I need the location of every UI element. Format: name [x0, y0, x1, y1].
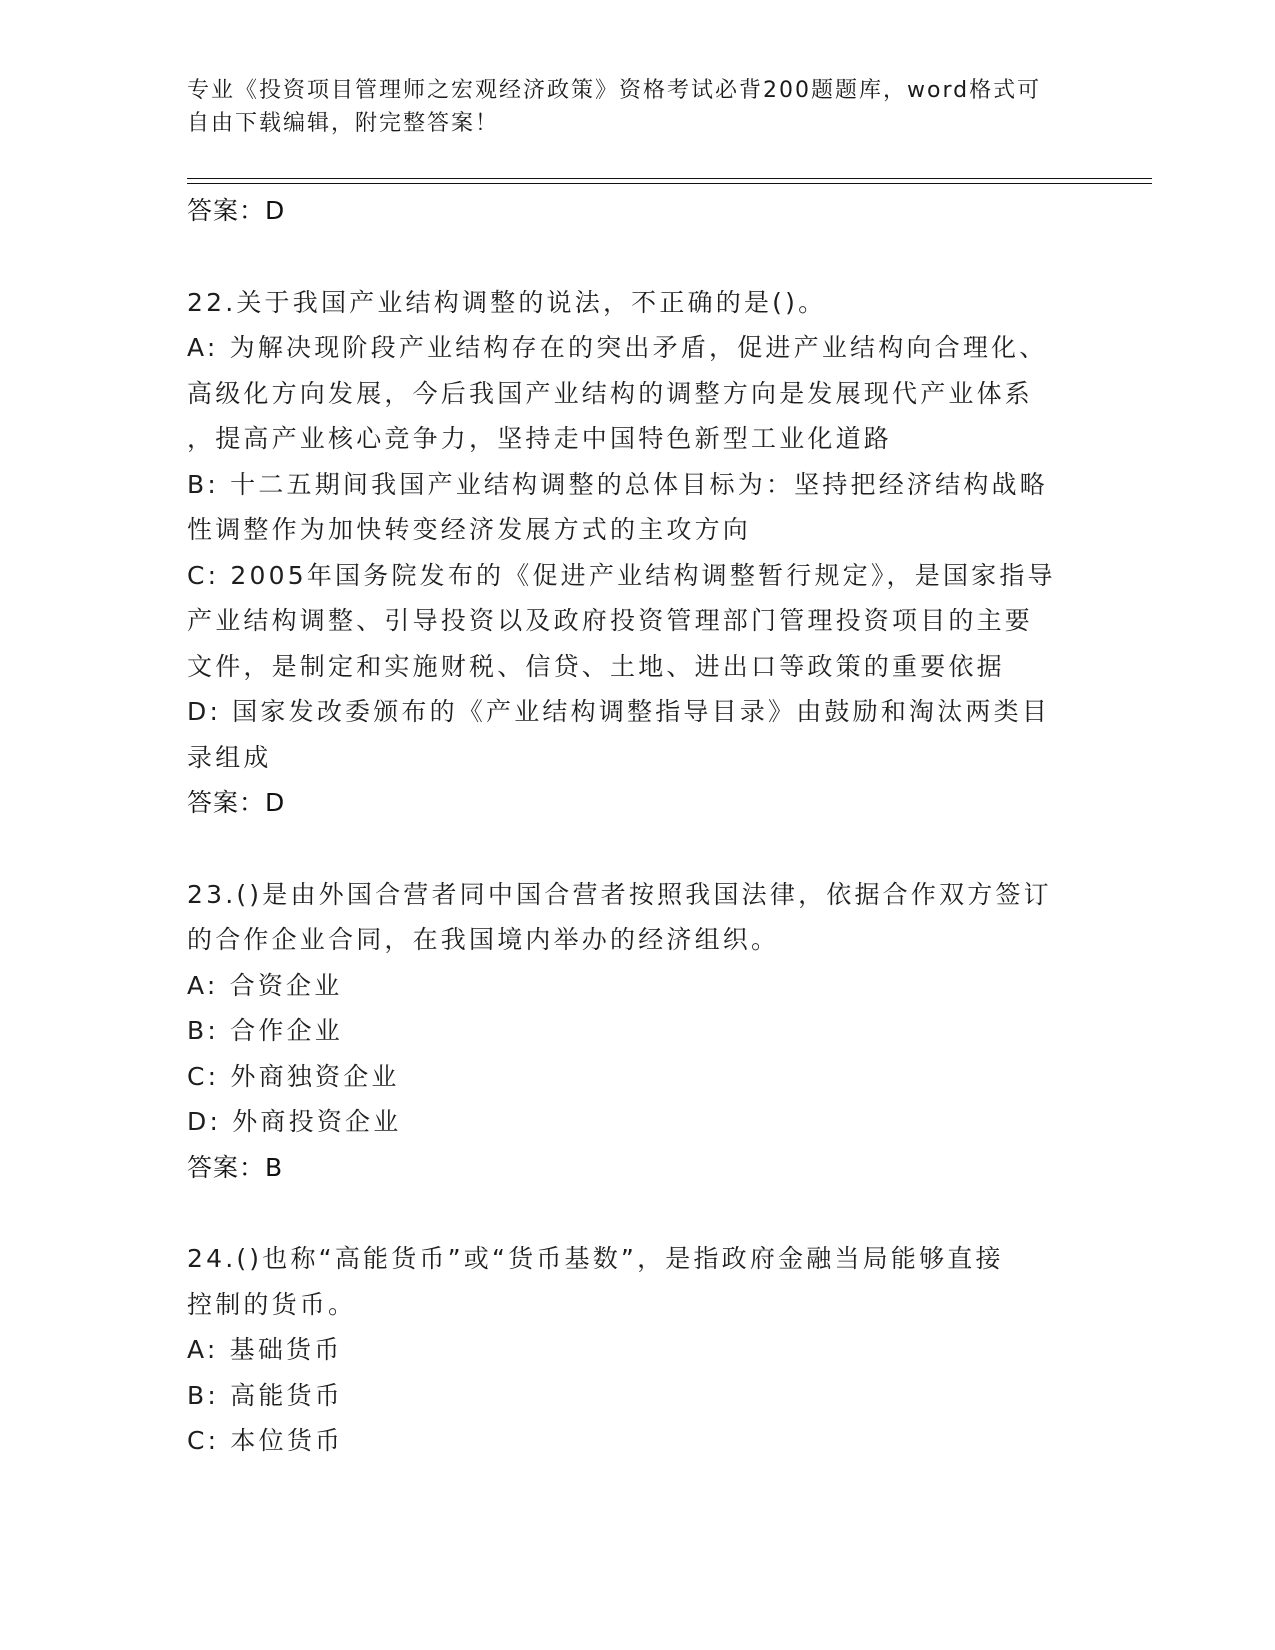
option-a: A: 合资企业: [187, 970, 343, 1000]
question-stem: 22.关于我国产业结构调整的说法，不正确的是()。: [187, 287, 827, 317]
document-header: [187, 74, 1067, 140]
header-divider-top: [187, 178, 1152, 179]
question-stem: 24.()也称“高能货币”或“货币基数”，是指政府金融当局能够直接: [187, 1244, 1004, 1273]
option-line: D: 国家发改委颁布的《产业结构调整指导目录》由鼓励和淘汰两类目: [187, 697, 1051, 726]
option-line: A: 为解决现阶段产业结构存在的突出矛盾，促进产业结构向合理化、: [187, 333, 1048, 362]
header-line-1: 专业《投资项目管理师之宏观经济政策》资格考试必背200题题库，word格式可: [187, 78, 1042, 103]
question-23: [187, 872, 1087, 1191]
option-line: 录组成: [187, 742, 272, 772]
question-24: [187, 1236, 1087, 1464]
previous-answer-block: [187, 188, 1087, 234]
option-b: B: 高能货币: [187, 1380, 343, 1410]
option-line: C: 2005年国务院发布的《促进产业结构调整暂行规定》，是国家指导: [187, 560, 1056, 590]
option-line: B: 十二五期间我国产业结构调整的总体目标为：坚持把经济结构战略: [187, 469, 1048, 499]
question-stem: 控制的货币。: [187, 1289, 357, 1319]
option-d: D: 外商投资企业: [187, 1107, 402, 1136]
document-body: [187, 188, 1087, 1510]
header-divider-bottom: [187, 183, 1152, 184]
option-line: 高级化方向发展，今后我国产业结构的调整方向是发展现代产业体系: [187, 378, 1034, 408]
question-stem: 的合作企业合同，在我国境内举办的经济组织。: [187, 925, 780, 954]
option-line: 性调整作为加快转变经济发展方式的主攻方向: [187, 515, 752, 544]
option-b: B: 合作企业: [187, 1016, 343, 1045]
header-line-2: 自由下载编辑，附完整答案！: [187, 111, 500, 136]
answer-line: 答案：B: [187, 1152, 284, 1182]
option-line: 文件，是制定和实施财税、信贷、土地、进出口等政策的重要依据: [187, 651, 1005, 681]
option-a: A: 基础货币: [187, 1335, 343, 1364]
option-line: ，提高产业核心竞争力，坚持走中国特色新型工业化道路: [187, 424, 893, 453]
answer-line: 答案：D: [187, 196, 286, 225]
option-line: 产业结构调整、引导投资以及政府投资管理部门管理投资项目的主要: [187, 606, 1034, 635]
option-c: C: 外商独资企业: [187, 1061, 400, 1091]
question-22: [187, 280, 1087, 826]
option-c: C: 本位货币: [187, 1426, 344, 1455]
answer-line: 答案：D: [187, 788, 286, 817]
question-stem: 23.()是由外国合营者同中国合营者按照我国法律，依据合作双方签订: [187, 879, 1052, 909]
